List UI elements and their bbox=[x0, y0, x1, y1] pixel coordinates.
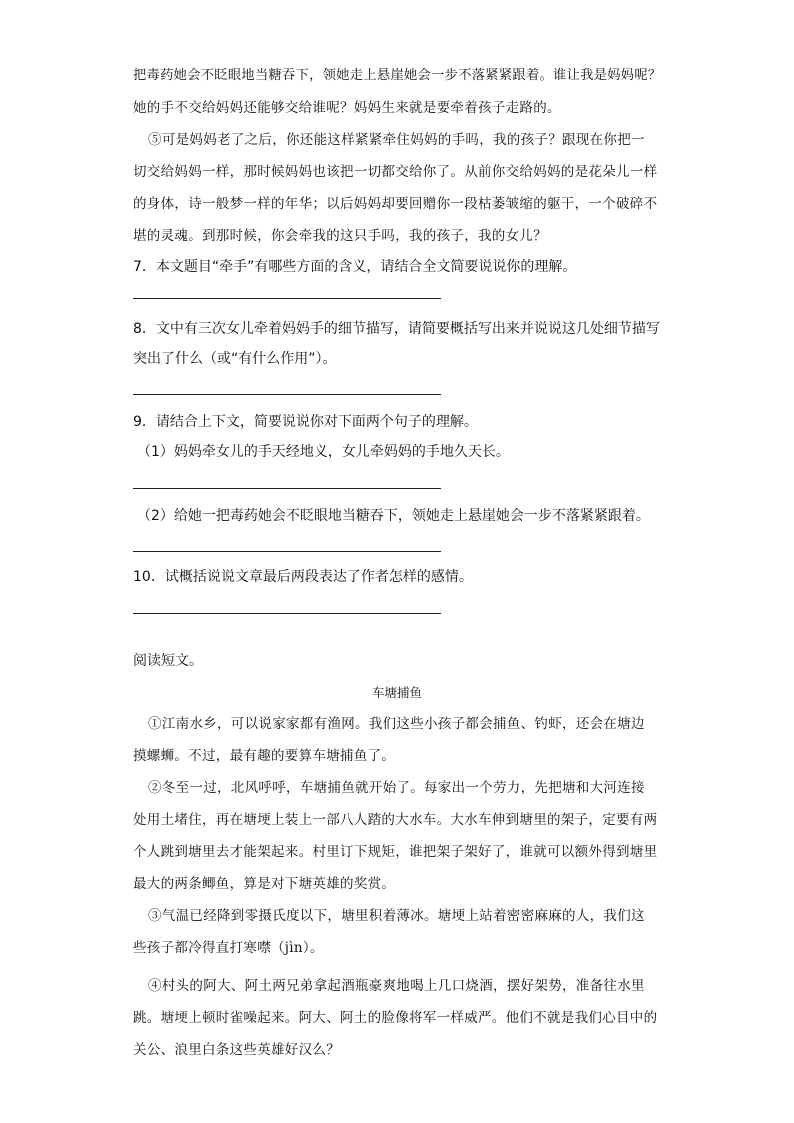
passage-line: 把毒药她会不眨眼地当糖吞下，领她走上悬崖她会一步不落紧紧跟着。谁让我是妈妈呢？ bbox=[133, 68, 662, 83]
answer-line[interactable] bbox=[133, 394, 441, 395]
passage-line: 处用土堵住，再在塘埂上装上一部八人踏的大水车。大水车伸到塘里的架子，定要有两 bbox=[133, 812, 658, 828]
question-8-cont: 突出了什么（或“有什么作用”）。 bbox=[133, 351, 337, 367]
answer-line[interactable] bbox=[133, 298, 441, 299]
passage-line: 跳。塘埂上顿时雀噪起来。阿大、阿土的脸像将军一样威严。他们不就是我们心目中的 bbox=[133, 1010, 658, 1026]
passage-line: 个人跳到塘里去才能架起来。村里订下规矩，谁把架子架好了，谁就可以额外得到塘里 bbox=[133, 844, 658, 860]
passage-line: ④村头的阿大、阿土两兄弟拿起酒瓶豪爽地喝上几口烧酒，摆好架势，准备往水里 bbox=[148, 978, 645, 994]
passage-line: 她的手不交给妈妈还能够交给谁呢？妈妈生来就是要牵着孩子走路的。 bbox=[133, 100, 561, 116]
answer-line[interactable] bbox=[133, 488, 441, 489]
question-9-1: （1）妈妈牵女儿的手天经地义，女儿牵妈妈的手地久天长。 bbox=[137, 444, 510, 460]
passage-line: 的身体，诗一般梦一样的年华；以后妈妈却要回赠你一段枯萎皱缩的躯干，一个破碎不 bbox=[133, 196, 658, 212]
question-9-2: （2）给她一把毒药她会不眨眼地当糖吞下，领她走上悬崖她会一步不落紧紧跟着。 bbox=[137, 508, 650, 524]
passage-line: ①江南水乡，可以说家家都有渔网。我们这些小孩子都会捕鱼、钓虾，还会在塘边 bbox=[148, 716, 645, 732]
passage-line: ⑤可是妈妈老了之后，你还能这样紧紧牵住妈妈的手吗，我的孩子？跟现在你把一 bbox=[148, 132, 645, 148]
passage-line: 堪的灵魂。到那时候，你会牵我的这只手吗，我的孩子，我的女儿？ bbox=[133, 228, 547, 244]
answer-line[interactable] bbox=[133, 613, 441, 614]
passage-title: 车塘捕鱼 bbox=[371, 685, 422, 700]
passage-line: ②冬至一过，北风呼呼，车塘捕鱼就开始了。每家出一个劳力，先把塘和大河连接 bbox=[148, 780, 645, 796]
question-8: 8．文中有三次女儿牵着妈妈手的细节描写，请简要概括写出来并说说这几处细节描写 bbox=[133, 321, 660, 337]
passage-line: 切交给妈妈一样，那时候妈妈也该把一切都交给你了。从前你交给妈妈的是花朵儿一样 bbox=[133, 164, 658, 180]
passage-line: 摸螺蛳。不过，最有趣的要算车塘捕鱼了。 bbox=[133, 748, 396, 764]
passage-line: 些孩子都冷得直打寒噤（jìn）。 bbox=[133, 940, 324, 956]
question-7: 7．本文题目“牵手”有哪些方面的含义，请结合全文简要说说你的理解。 bbox=[133, 259, 577, 275]
passage-line: 最大的两条鲫鱼，算是对下塘英雄的奖赏。 bbox=[133, 876, 396, 892]
question-10: 10．试概括说说文章最后两段表达了作者怎样的感情。 bbox=[133, 569, 473, 585]
answer-line[interactable] bbox=[133, 551, 441, 552]
passage-line: 关公、浪里白条这些英雄好汉么？ bbox=[133, 1042, 340, 1058]
passage-line: ③气温已经降到零摄氏度以下，塘里积着薄冰。塘埂上站着密密麻麻的人，我们这 bbox=[148, 908, 645, 924]
question-9: 9．请结合上下文，简要说说你对下面两个句子的理解。 bbox=[133, 414, 478, 430]
section-intro: 阅读短文。 bbox=[133, 653, 203, 669]
